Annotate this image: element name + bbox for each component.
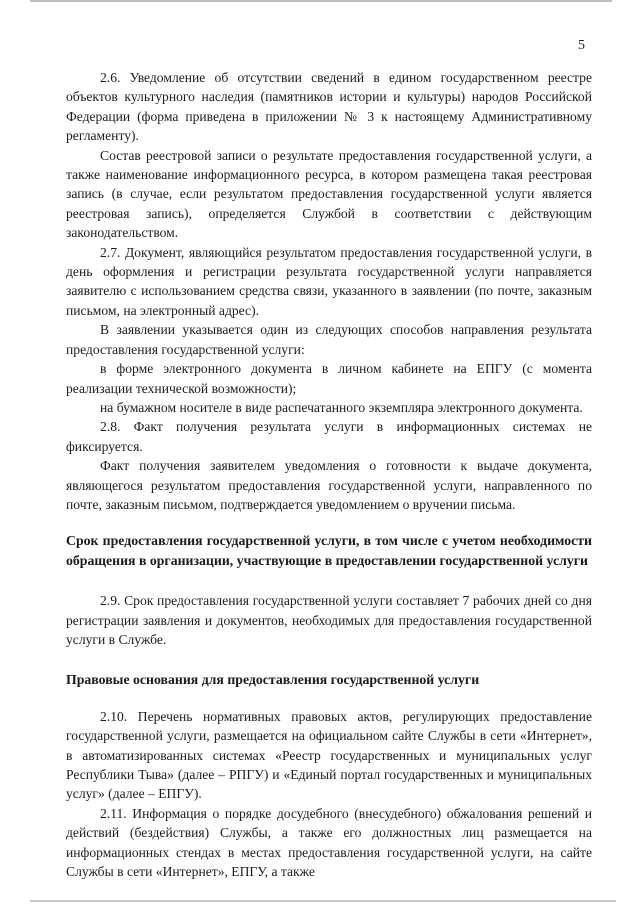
paragraph-delivery-methods: В заявлении указывается один из следующих способов направления результата предоставления государственной услуги: [66,322,592,357]
paragraph-2-9: 2.9. Срок предоставления государственной услуги составляет 7 рабочих дней со дня регистрации заявления и документов, необходимых для предоставления государственной услуги в Службе. [66,593,592,647]
scan-bottom-edge [30,900,616,902]
paragraph-registry-record: Состав реестровой записи о результате предоставления государственной услуги, а также наименование информационного ресурса, в котором размещена такая реестровая запись (в случае, если результатом предоставления государственной услуги является реестровая запись), определяется Службой в соответствии с действующим законодательством. [66,147,592,241]
section-heading-term: Срок предоставления государственной услуги, в том числе с учетом необходимости обращения в организации, участвующие в предоставлении государственной услуги [66,533,592,568]
document-body [66,68,592,881]
page-number: 5 [578,38,585,53]
paragraph-paper-form: на бумажном носителе в виде распечатанного экземпляра электронного документа. [100,399,583,415]
paragraph-receipt-confirmation: Факт получения заявителем уведомления о готовности к выдаче документа, являющегося результатом предоставления государственной услуги, направленного по почте, заказным письмом, подтверждается уведомлением о вручении письма. [66,458,592,512]
paragraph-2-6: 2.6. Уведомление об отсутствии сведений в едином государственном реестре объектов культурного наследия (памятников истории и культуры) народов Российской Федерации (форма приведена в приложении № 3 к настоящему Административному регламенту). [66,70,592,144]
paragraph-2-10: 2.10. Перечень нормативных правовых актов, регулирующих предоставление государственной услуги, размещается на официальном сайте Службы в сети «Интернет», в автоматизированных системах «Реестр государственных и муниципальных услуг Республики Тыва» (далее – РПГУ) и «Единый портал государственных и муниципальных услуг» (далее – ЕПГУ). [66,708,592,802]
scan-top-edge [30,0,612,2]
paragraph-2-7: 2.7. Документ, являющийся результатом предоставления государственной услуги, в день оформления и регистрации результата государственной услуги направляется заявителю с использованием средства связи, указанного в заявлении (по почте, заказным письмом, на электронный адрес). [66,244,592,318]
paragraph-2-11: 2.11. Информация о порядке досудебного (внесудебного) обжалования решений и действий (бездействия) Службы, а также его должностных лиц размещается на информационных стендах в местах предоставления государственной услуги, на сайте Службы в сети «Интернет», ЕПГУ, а также [66,805,592,880]
paragraph-electronic-form: в форме электронного документа в личном кабинете на ЕПГУ (с момента реализации технической возможности); [66,361,592,396]
section-heading-legal-basis: Правовые основания для предоставления государственной услуги [66,672,480,688]
paragraph-2-8: 2.8. Факт получения результата услуги в информационных системах не фиксируется. [66,419,592,454]
